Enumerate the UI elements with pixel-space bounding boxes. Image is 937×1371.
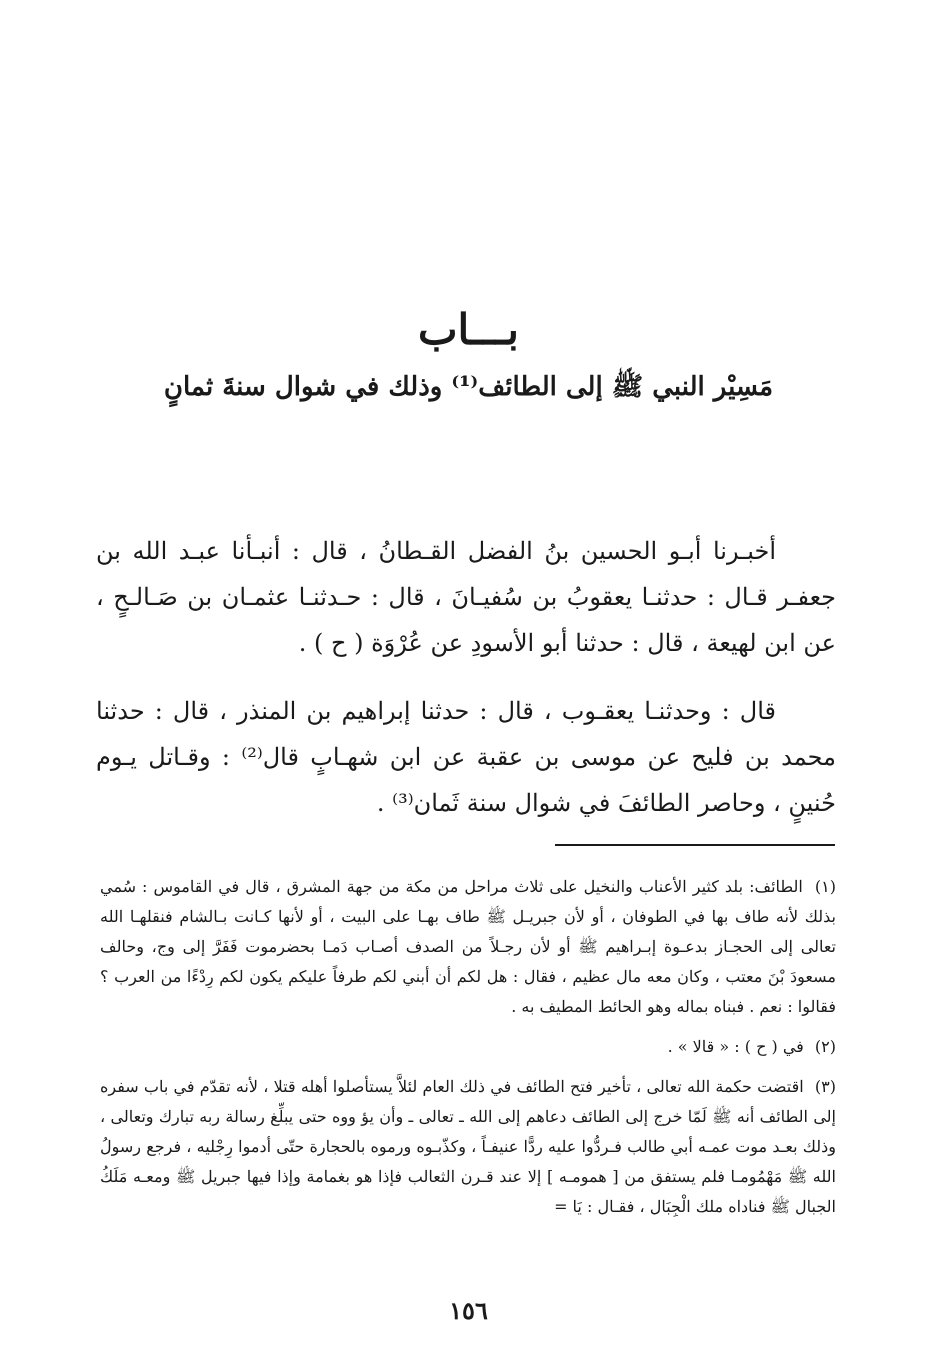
footnote-2 — [100, 1032, 836, 1062]
footnotes — [100, 872, 836, 1232]
page-number: ١٥٦ — [449, 1296, 488, 1325]
footnote-3 — [100, 1072, 836, 1222]
chapter-title: مَسِيْر النبي ﷺ إلى الطائف⁽¹⁾ وذلك في شوال سنةَ ثمانٍ — [163, 372, 774, 402]
footnote-number: (١) — [814, 877, 836, 896]
paragraph-text: قال : وحدثنـا يعقـوب ، قال : حدثنا إبراهيم بن المنذر ، قال : حدثنا محمد بن فليح عن موسى بن عقبة عن ابن شهـابٍ قال⁽²⁾ : وقـاتل يـوم حُنينٍ ، وحاصر الطائفَ في شوال سنة ثَمان⁽³⁾ . — [96, 697, 836, 817]
footnote-text: في ( ح ) : « قالا » . — [667, 1037, 804, 1056]
footnote-text: الطائف: بلد كثير الأعناب والنخيل على ثلاث مراحل من مكة من جهة المشرق ، قال في القاموس : سُمي بذلك لأنه طاف بها في الطوفان ، أو لأن جبريـل ﷺ طاف بهـا على البيت ، أو لأنها كـانت بـالشام فنقلهـا الله تعالى إلى الحجـاز بدعـوة إبـراهيم ﷺ أو لأن رجـلاً من الصدف أصـاب دَمـا بحضرموت فَفَرَّ إلى وج، وحالف مسعودَ بْنَ معتب ، وكان معه مال عظيم ، فقال : هل لكم أن أبني لكم طرفاً عليكم يكون لكم رِدْءًا من العرب ؟ فقالوا : نعم . فبناه بماله وهو الحائط المطيف به . — [100, 877, 836, 1016]
footnote-text: اقتضت حكمة الله تعالى ، تأخير فتح الطائف في ذلك العام لئلاَّ يستأصلوا أهله قتلا ، لأنه تقدّم في باب سفره إلى الطائف أنه ﷺ لَمّا خرج إلى الطائف دعاهم إلى الله ـ تعالى ـ وأن يؤ ووه حتى يبلِّغ رسالة ربه تبارك وتعالى ، وذلك بعـد موت عمـه أبي طالب فـردُّوا عليه ردًّا عنيفـاً ، وكذّبـوه ورموه بالحجارة حتّى أدموا رِجْليه ، فرجع رسولُ الله ﷺ مَهْمُومـا فلم يستفق من [ همومـه ] إلا عند قـرن الثعالب فإذا هو بغمامة وإذا فيها جبريل ﷺ ومعـه مَلَكُ الجبال ﷺ فناداه ملك الْجِبَال ، فقـال : يَا = — [100, 1077, 836, 1216]
footnote-divider — [555, 844, 835, 846]
chapter-word: بـــاب — [418, 305, 519, 354]
chapter-heading — [0, 300, 937, 410]
footnote-number: (٣) — [814, 1077, 837, 1096]
paragraph-text: أخبـرنا أبـو الحسين بنُ الفضل القـطانُ ، قال : أنبـأنا عبـد الله بن جعفـر قـال : حدثنـا يعقوبُ بن سُفيـانَ ، قال : حـدثنـا عثمـان بن صَـالـحٍ ، عن ابن لهيعة ، قال : حدثنا أبو الأسودِ عن عُرْوَة ( ح ) . — [96, 537, 836, 657]
paragraph-2 — [96, 688, 836, 826]
paragraph-1 — [96, 528, 836, 666]
footnote-number: (٢) — [814, 1037, 836, 1056]
footnote-1 — [100, 872, 836, 1022]
